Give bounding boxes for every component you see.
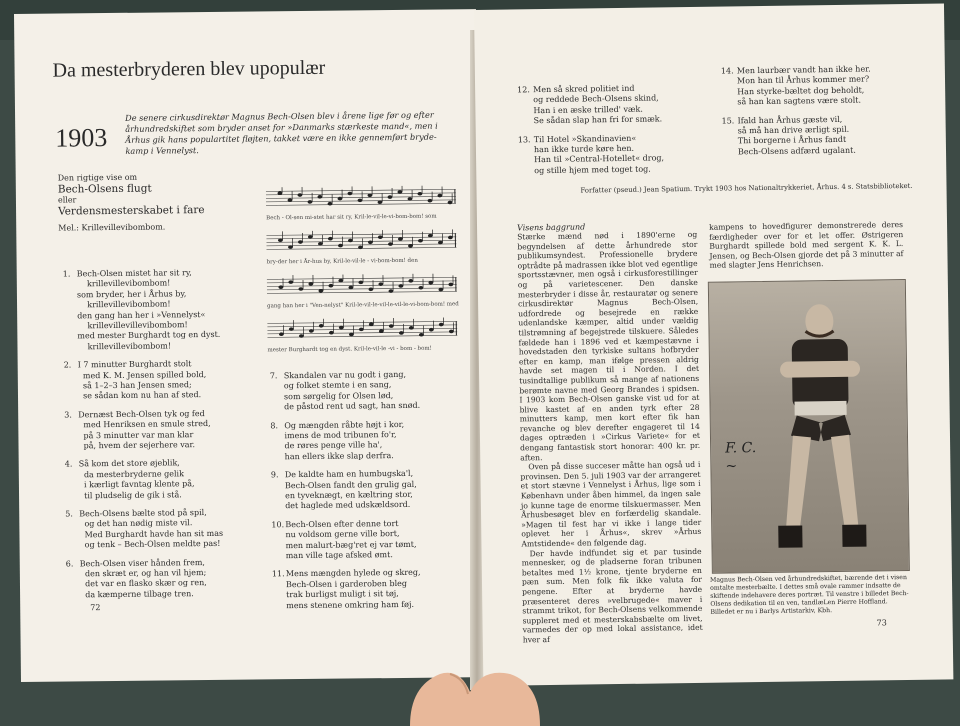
- verse-line: på, hvem der sejerhere var.: [78, 440, 210, 452]
- verse-number: 4.: [65, 460, 73, 470]
- verse-number: 8.: [270, 421, 278, 431]
- photo-caption: Magnus Bech-Olsen ved århundredskiftet, bærende det i visen omtalte mesterbælte. I dettes små ovale rammer indsatte de skiftende indehavere deres portræt. Til venstre i billedet Bech-Olsens dedikation til en ven, tandlæLen Pierre Hoffland. Billedet er nu i Barlys Artistarkiv, Kbh.: [710, 574, 911, 617]
- verse-number: 6.: [66, 559, 74, 569]
- verse-line: da mesterbryderne gelik: [79, 469, 195, 481]
- verse-number: 15.: [722, 116, 735, 127]
- verse-number: 14.: [721, 66, 734, 77]
- verse-line: med K. M. Jensen spilled bold,: [78, 370, 207, 382]
- verse: [286, 568, 421, 611]
- verse: [78, 409, 211, 452]
- verse-line: Skandalen var nu godt i gang,: [284, 370, 420, 382]
- verse-line: se sådan kom nu han af sted.: [78, 390, 207, 402]
- verse-line: man ville tage afsked ømt.: [286, 550, 417, 562]
- verse-line: Mon han til Århus kommer mer?: [737, 75, 871, 87]
- article-paragraph-1: Stærke mænd nød i 1890'erne og begyndelsen af dette århundrede stor publikumsyndest. Professionelle brydere optrådte på madrassen ikke blot ved egentlige sportsstævner, men også i cirkusforestillinger og på varietescener. Den danske mesterbryder i disse år, restauratør og senere cirkusdirektør Magnus Bech-Olsen, udfordrede og besejrede en række udenlandske kæmper, altid under vældig tilstrømning af begejstrede tilskuere. Således fældede han i 1896 ved et kæmpestævne i hovedstaden den tyrkiske sultans hofbryder efter en kamp, man ifølge pressen aldrig havde set magen til i Norden. I det tusindtallige publikum så mange af nationens berømte navne med Georg Brandes i spidsen. I 1903 kom Bech-Olsen ganske vist ud for at blive kastet af en anden tyrk efter 28 minutters kamp, men kort efter fik han revanche og blev derefter engageret til 14 dages optræden i »Cirkus Variete« for et dengang fantastisk stort honorar: 400 kr. pr. aften.: [517, 230, 700, 463]
- verse-line: og det han nødig miste vil.: [79, 518, 223, 530]
- verse-line: Til Hotel »Skandinavien«: [534, 133, 664, 145]
- chapter-title: Da mesterbryderen blev upopulær: [52, 57, 325, 83]
- verse-line: og tenk – Bech-Olsen meldte pas!: [80, 539, 224, 551]
- verse-line: Med Burghardt havde han sit mas: [79, 529, 223, 541]
- verse-number: 5.: [65, 509, 73, 519]
- verse-line: med Henriksen en smule stred,: [78, 419, 210, 431]
- verse-line: som sørgelig for Olsen lød,: [284, 391, 420, 403]
- verse-line: Han til »Central-Hotellet« drog,: [534, 154, 664, 166]
- year-heading: 1903: [55, 123, 107, 154]
- verse-line: de røres penge ville ha',: [284, 440, 404, 452]
- verse-line: på 3 minutter var man klar: [78, 430, 210, 442]
- verse-line: Bech-Olsen mistet har sit ry,: [77, 268, 220, 280]
- verse-number: 3.: [64, 410, 72, 420]
- song-line-1: Den rigtige vise om: [58, 172, 205, 184]
- article-paragraph-2: Oven på disse succeser måtte han også ud i provinsen. Den 5. juli 1903 var der arrangeret et stort stævne i Vennelyst i Århus, lige som i København under åben himmel, da ingen sale jo kunne tage de enorme tilskuermasser. Men Århusbesøget blev en forfærdelig skandale. »Magen til fest har vi ikke i lange tider oplevet her i Århus«, skrev »Århus Amtstidende« den følgende dag.: [520, 460, 701, 549]
- verse-line: han ikke turde køre hen.: [534, 143, 664, 155]
- staff-lyric: bry-der her i År-hus by, Kril-le-vil-le - vi-bom-bom! den: [267, 257, 457, 265]
- verse-line: Bech-Olsen viser hånden frem,: [80, 558, 207, 570]
- hand-thumb: [390, 666, 570, 726]
- background-article: [517, 221, 703, 645]
- verse-line: Bech-Olsen fandt den grulig gal,: [285, 479, 417, 491]
- verse: [284, 420, 404, 463]
- verse-number: 11.: [272, 570, 285, 581]
- staff-lyric: gang han her i "Ven-nelyst" Kril-le-vil-le-vil-le-vil-le-vi-bom-bom! med: [267, 301, 457, 309]
- article-paragraph-3: Der havde indfundet sig et par tusinde mennesker, og de pladserne foran tribunen betaltes med 1½ krone, tjente bryderne en pæn sum. Men folk fik ikke valuta for pengene. Efter at bryderne havde præsenteret deres »velbrugede« maver i strammt trikot, for Bech-Olsens velkommende suppleret med et mesterskabsbælte om livet, varmedes der op med lokal assistance, idet hver af: [522, 546, 703, 644]
- verse-line: mens stenene omkring ham føj.: [286, 599, 421, 611]
- verse-line: i kærligt favntag klente på,: [79, 479, 195, 491]
- article-subheading: Visens baggrund: [517, 221, 697, 233]
- verse-line: krillevillevibombom!: [77, 278, 220, 290]
- song-line-2: Bech-Olsens flugt: [58, 182, 205, 196]
- verse-number: 10.: [271, 520, 284, 531]
- right-page: [474, 3, 953, 685]
- verse-line: Bech-Olsens bælte stod på spil,: [79, 508, 223, 520]
- music-staff: [267, 317, 457, 351]
- verse-line: Og mængden råbte højt i kor,: [284, 420, 404, 432]
- verse-line: Thi borgerne i Århus fandt: [738, 135, 856, 147]
- verse-line: det var en flasko skær og ren,: [80, 578, 207, 590]
- verse-line: og reddede Bech-Olsens skind,: [533, 94, 662, 106]
- verse-line: Han styrke-bæltet dog beholdt,: [737, 85, 871, 97]
- verse-line: de påstod rent ud sagt, han snød.: [284, 401, 420, 413]
- verse: [77, 268, 221, 353]
- verse: [79, 508, 223, 551]
- svg-text:F. C.: F. C.: [724, 440, 756, 456]
- verse: [78, 359, 207, 402]
- verse-line: Mens mængden hylede og skreg,: [286, 568, 421, 580]
- staff-lyric: mester Burghardt tog en dyst. Kril-le-vil-le -vi - bom - bom!: [268, 345, 458, 353]
- song-line-3: eller: [58, 194, 205, 206]
- verse-line: trak burligst muligt i sit tøj,: [286, 589, 421, 601]
- music-staff: [266, 185, 456, 219]
- verse-line: til pludselig de gik i stå.: [79, 490, 195, 502]
- verse-number: 12.: [517, 85, 530, 96]
- verse-line: men malurt-bæg'ret ej var tømt,: [286, 539, 417, 551]
- melody-note: Mel.: Krillevillevibombom.: [58, 222, 205, 234]
- verse-line: I 7 minutter Burghardt stolt: [78, 359, 207, 371]
- verse: [285, 469, 417, 512]
- song-line-4: Verdensmesterskabet i fare: [58, 204, 205, 218]
- verse-number: 1.: [63, 269, 71, 279]
- verse-line: det haglede med udskældsord.: [285, 500, 417, 512]
- verse-line: Bech-Olsen i garderoben bleg: [286, 579, 421, 591]
- verse-line: krillevillevillevibombom!: [77, 320, 220, 332]
- page-number-left: 72: [90, 603, 100, 612]
- article-column-2: kampens to hovedfigurer demonstrerede deres færdigheder over for et let offer. Østrigeren Burghardt spillede bold med sergent K. K. L. Jensen, og Bech-Olsen gjorde det på 3 minutter af med slagter Jens Henrichsen.: [709, 220, 904, 271]
- intro-paragraph: De senere cirkusdirektør Magnus Bech-Olsen blev i årene lige før og efter århundredskiftet som bryder anset for »Danmarks stærkeste mand«, men i Århus gik hans populartitet fløjten, takket være en ikke gennemført bryde-kamp i Vennelyst.: [125, 109, 455, 156]
- verse-line: Men så skred politiet ind: [533, 83, 662, 95]
- music-staff: [266, 229, 456, 263]
- verse-number: 9.: [271, 470, 279, 480]
- verse-line: Ifald han Århus gæste vil,: [738, 114, 856, 126]
- verse-line: en tyveknægt, en kæltring stor,: [285, 490, 417, 502]
- verse-line: Se sådan slap han fri for smæk.: [533, 115, 662, 127]
- verse: [285, 519, 416, 562]
- verse-line: da kæmperne tilbage tren.: [80, 589, 207, 601]
- verse-line: den skræt er, og han vil hjem;: [80, 568, 207, 580]
- verse-line: og folket stemte i en sang,: [284, 380, 420, 392]
- verse-line: så han kan sagtens være stolt.: [737, 96, 871, 108]
- verse: [533, 83, 662, 126]
- verse-line: krillevillevibombom!: [77, 341, 220, 353]
- verse-line: han ellers ikke slap derfra.: [285, 451, 405, 463]
- verse: [738, 114, 856, 157]
- page-number-right: 73: [877, 618, 887, 627]
- svg-text:~: ~: [725, 458, 737, 474]
- wrestler-photo: [708, 279, 910, 574]
- verse-line: Så kom det store øjeblik,: [79, 459, 195, 471]
- verse-line: og stille hjem med toget tog.: [534, 164, 664, 176]
- staff-lyric: Bech - Ol-sen mi-stet har sit ry, Kril-le-vil-le-vi-bom-bom! som: [266, 213, 456, 221]
- verse: [737, 64, 871, 107]
- verse-line: med mester Burghardt tog en dyst.: [77, 330, 220, 342]
- verse-line: nu voldsom gerne ville bort,: [285, 529, 416, 541]
- verse-line: krillevillevibombom!: [77, 299, 220, 311]
- verse: [79, 459, 195, 502]
- verse-line: Bech-Olsens adfærd ugalant.: [738, 145, 856, 157]
- verse-line: så må han drive ærligt spil.: [738, 125, 856, 137]
- verse-line: den gang han her i »Vennelyst«: [77, 309, 220, 321]
- verse-number: 2.: [64, 361, 72, 371]
- left-page: [14, 9, 483, 682]
- verse-number: 13.: [518, 135, 531, 146]
- verse-line: Dernæst Bech-Olsen tyk og fed: [78, 409, 210, 421]
- wrestler-figure: [709, 280, 909, 573]
- verse-line: De kaldte ham en humbugska'l,: [285, 469, 417, 481]
- author-credit: Forfatter (pseud.) Jean Spatium. Trykt 1903 hos Nationaltrykkeriet, Århus. 4 s. Statsbiblioteket.: [580, 182, 920, 196]
- verse-line: Men laurbær vandt han ikke her.: [737, 64, 871, 76]
- verse-line: som bryder, her i Århus by,: [77, 289, 220, 301]
- verse-number: 7.: [270, 371, 278, 381]
- verse: [284, 370, 420, 413]
- verse: [534, 133, 665, 176]
- song-heading: [58, 172, 205, 234]
- music-staff: [267, 273, 457, 307]
- verse-line: imens de mod tribunen fo'r,: [284, 430, 404, 442]
- verse-line: Han i en æske trilled' væk.: [533, 104, 662, 116]
- verse-line: så 1–2–3 han Jensen smed;: [78, 380, 207, 392]
- verse-line: Bech-Olsen efter denne tort: [285, 519, 416, 531]
- verse: [80, 558, 207, 601]
